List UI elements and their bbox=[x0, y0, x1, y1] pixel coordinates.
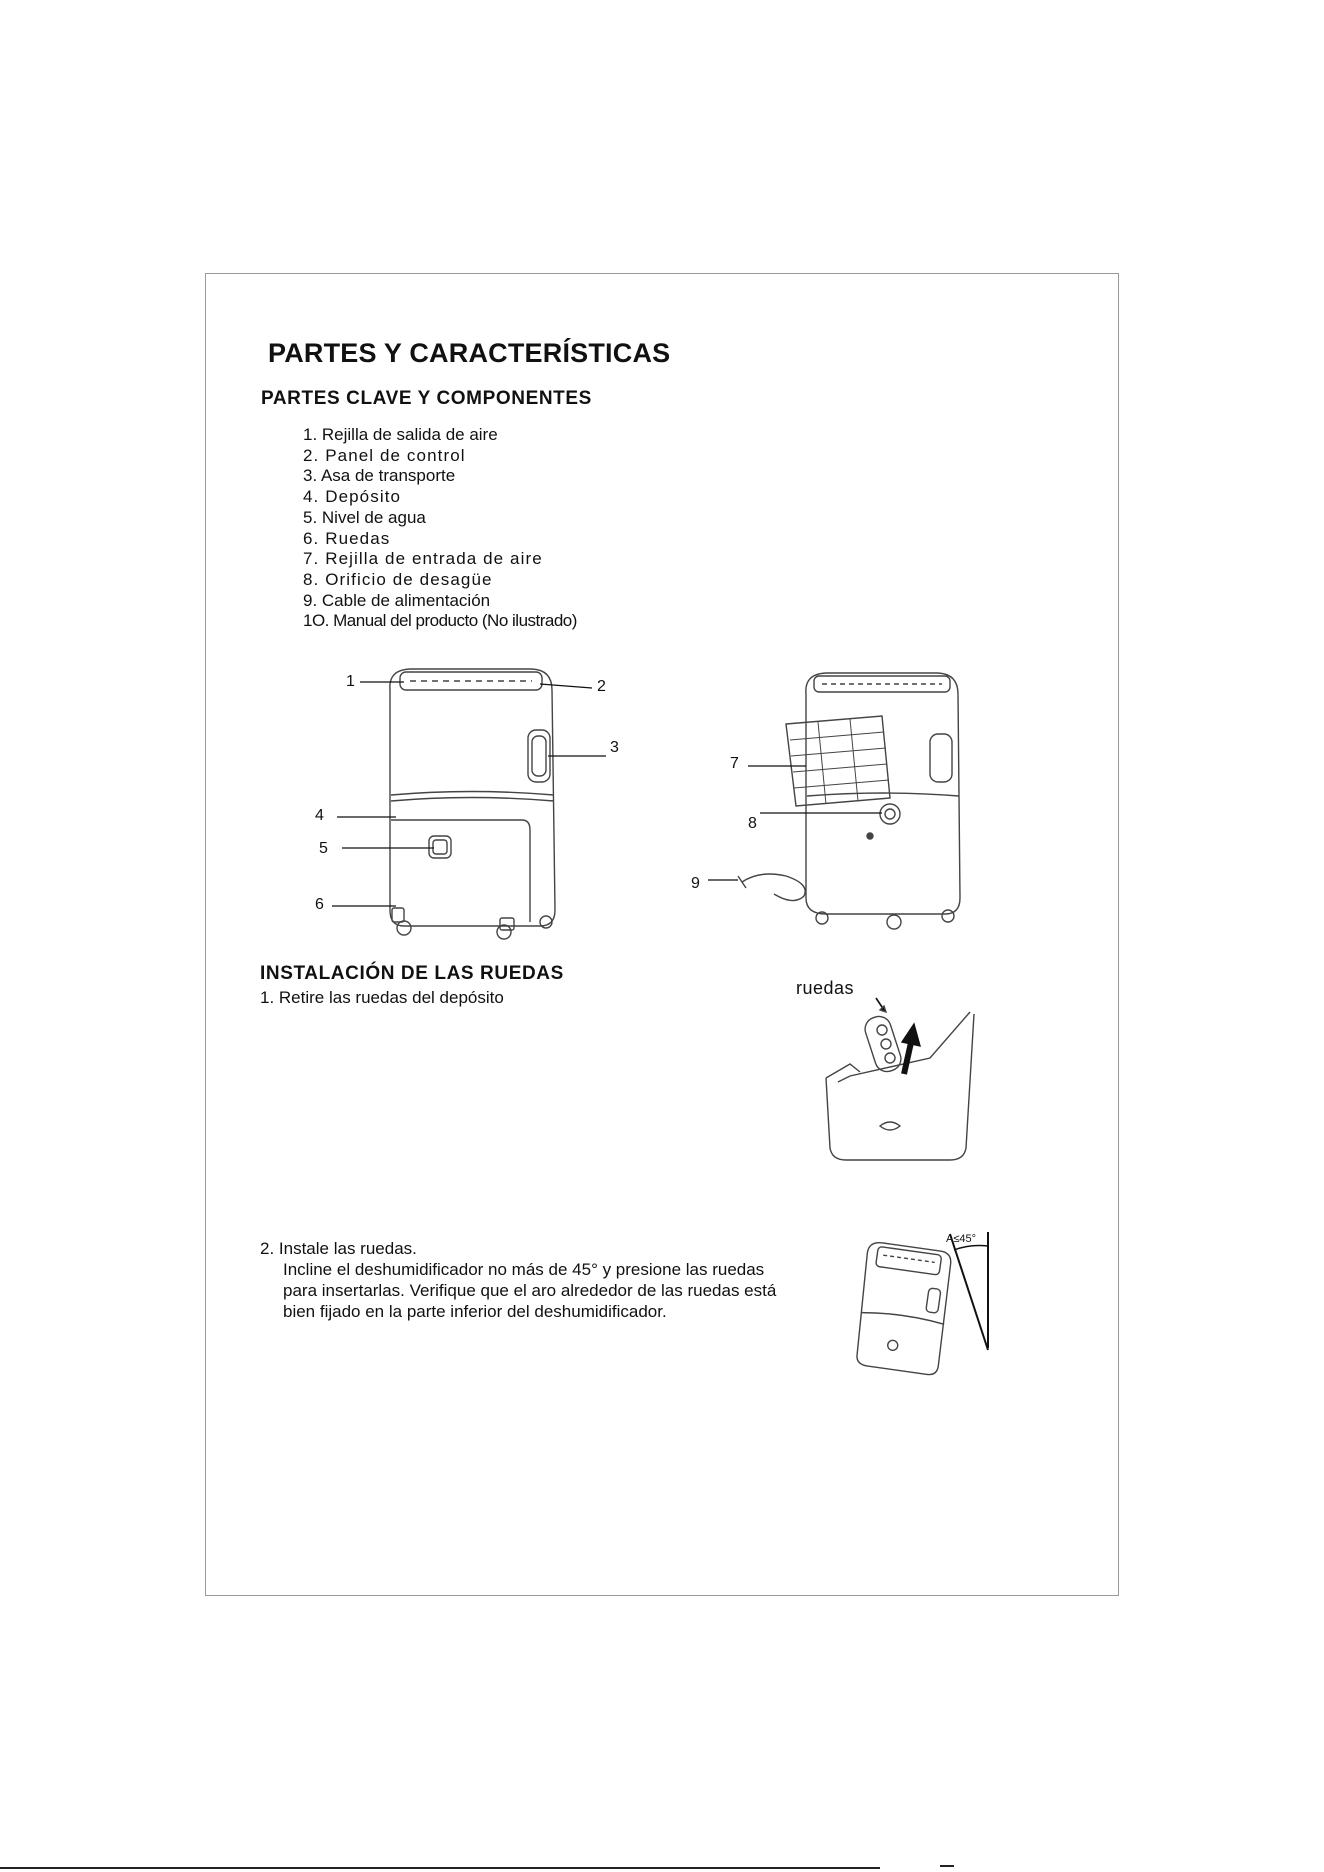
list-item: 4. Depósito bbox=[303, 487, 402, 507]
tank-wheels-illustration bbox=[820, 998, 990, 1168]
wheels-step-2-title: 2. Instale las ruedas. bbox=[260, 1239, 417, 1258]
callout-5: 5 bbox=[319, 840, 328, 857]
bottom-rule bbox=[0, 1867, 880, 1869]
list-item: 1. Rejilla de salida de aire bbox=[303, 425, 498, 444]
callout-7: 7 bbox=[730, 755, 739, 772]
callout-1: 1 bbox=[346, 673, 355, 690]
parts-list bbox=[303, 425, 577, 632]
page-title: PARTES Y CARACTERÍSTICAS bbox=[268, 338, 671, 368]
callout-4: 4 bbox=[315, 807, 324, 824]
callout-8: 8 bbox=[748, 815, 757, 832]
callout-2: 2 bbox=[597, 678, 606, 695]
wheels-figure-label: ruedas bbox=[796, 978, 855, 998]
dehumidifier-back-illustration bbox=[690, 670, 980, 940]
list-item: 7. Rejilla de entrada de aire bbox=[303, 549, 543, 569]
list-item: 2. Panel de control bbox=[303, 445, 466, 465]
list-item: 8. Orificio de desagüe bbox=[303, 569, 493, 589]
list-item: 1O. Manual del producto (No ilustrado) bbox=[303, 611, 577, 631]
callout-6: 6 bbox=[315, 896, 324, 913]
list-item: 9. Cable de alimentación bbox=[303, 590, 491, 610]
list-item: 5. Nivel de agua bbox=[303, 507, 426, 527]
parts-heading: PARTES CLAVE Y COMPONENTES bbox=[261, 388, 592, 409]
callout-3: 3 bbox=[610, 739, 619, 756]
angle-label: A≤45° bbox=[946, 1233, 977, 1245]
list-item: 3. Asa de transporte bbox=[303, 466, 456, 486]
wheels-heading: INSTALACIÓN DE LAS RUEDAS bbox=[260, 963, 564, 984]
dehumidifier-front-illustration bbox=[300, 660, 630, 950]
list-item: 6. Ruedas bbox=[303, 528, 391, 548]
wheels-step-1: 1. Retire las ruedas del depósito bbox=[260, 988, 504, 1007]
wheels-step-2-line-3: bien fijado en la parte inferior del deshumidificador. bbox=[283, 1302, 667, 1321]
callout-9: 9 bbox=[691, 875, 700, 892]
tilt-angle-illustration bbox=[840, 1228, 1000, 1384]
wheels-step-2-line-1: Incline el deshumidificador no más de 45° y presione las ruedas bbox=[283, 1260, 765, 1279]
wheels-step-2-line-2: para insertarlas. Verifique que el aro alrededor de las ruedas está bbox=[283, 1281, 777, 1300]
bottom-mark bbox=[940, 1865, 954, 1867]
